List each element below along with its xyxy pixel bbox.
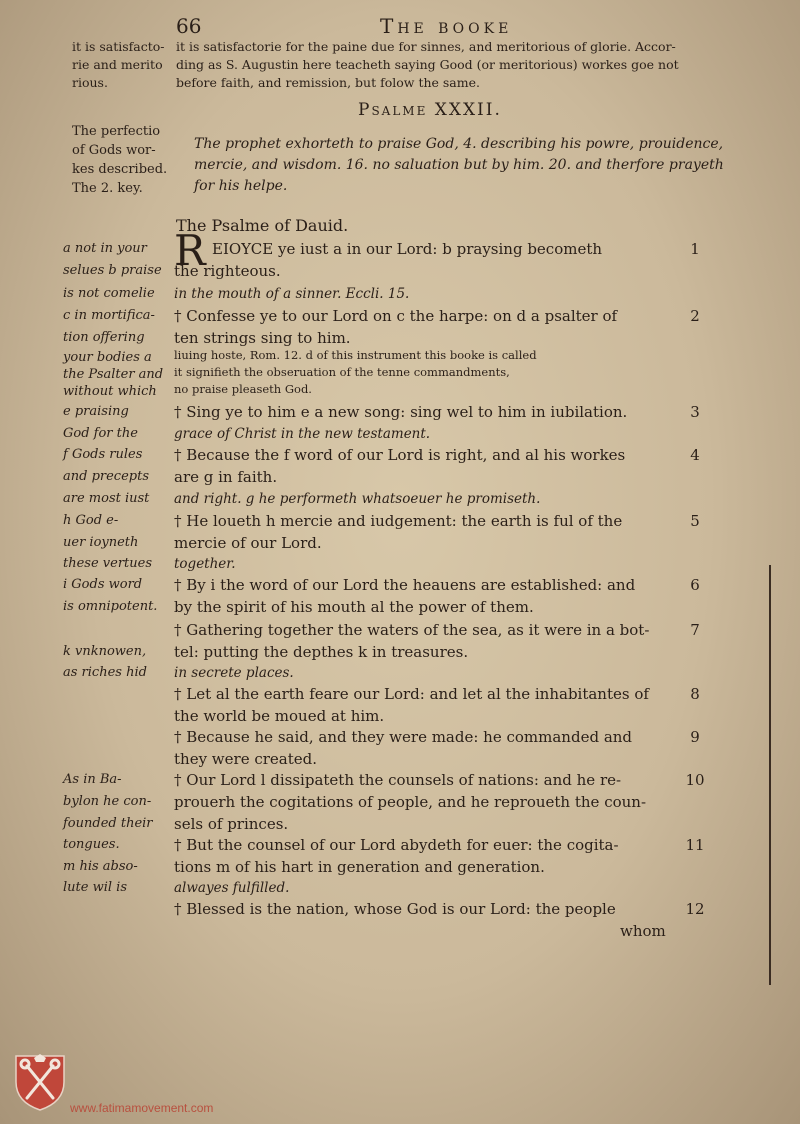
verse-line: by the spirit of his mouth al the power of them.	[174, 598, 534, 616]
website-link[interactable]: www.fatimamovement.com	[70, 1101, 214, 1115]
argument-line: mercie, and wisdom. 16. no saluation but by him. 20. and therfore prayeth	[194, 157, 724, 173]
margin-note: is not comelie	[63, 286, 155, 301]
margin-line: rie and merito	[72, 57, 163, 72]
margin-note: a not in your	[63, 241, 147, 256]
margin-note: h God e-	[63, 513, 119, 528]
verse-line: sels of princes.	[174, 815, 289, 833]
passage-line: it is satisfactorie for the paine due for sinnes, and meritorious of glorie. Accor-	[176, 39, 676, 54]
catchword: whom	[620, 922, 666, 940]
margin-note: e praising	[63, 404, 129, 419]
argument-summary	[194, 134, 734, 197]
verse-line: are g in faith.	[174, 468, 278, 486]
verse-line: prouerh the cogitations of people, and he reproueth the coun-	[174, 793, 647, 811]
annotation-note: liuing hoste, Rom. 12. d of this instrument this booke is called	[174, 348, 537, 362]
margin-line: The perfectio	[72, 124, 161, 139]
verse-number: 5	[690, 512, 700, 530]
verse-line: the world be moued at him.	[174, 707, 385, 725]
psalm-subtitle: The Psalme of Dauid.	[176, 216, 349, 235]
margin-note: As in Ba-	[63, 772, 122, 787]
drop-cap: R	[174, 226, 206, 275]
margin-line: it is satisfacto-	[72, 39, 165, 54]
margin-note: is omnipotent.	[63, 599, 158, 614]
argument-line: The prophet exhorteth to praise God, 4. describing his powre, prouidence,	[194, 136, 724, 152]
verse-number: 11	[685, 836, 705, 854]
margin-note: your bodies a	[63, 350, 152, 365]
margin-note: founded their	[63, 816, 153, 831]
verse-line: EIOYCE ye iust a in our Lord: b praysing becometh	[212, 240, 603, 258]
verse-line: tions m of his hart in generation and generation.	[174, 858, 545, 876]
annotation-line: and right. g he performeth whatsoeuer he promiseth.	[174, 491, 541, 507]
verse-line: † He loueth h mercie and iudgement: the earth is ful of the	[174, 512, 623, 530]
verse-line: † Because he said, and they were made: he commanded and	[174, 728, 633, 746]
passage-line: before faith, and remission, but folow the same.	[176, 75, 480, 90]
annotation-note: no praise pleaseth God.	[174, 382, 312, 396]
margin-rule	[769, 565, 771, 985]
verse-line: they were created.	[174, 750, 318, 768]
margin-note: bylon he con-	[63, 794, 152, 809]
margin-note: lute wil is	[63, 880, 127, 895]
page-number: 66	[176, 14, 202, 38]
annotation-line: grace of Christ in the new testament.	[174, 426, 431, 442]
verse-line: † Let al the earth feare our Lord: and let al the inhabitantes of	[174, 685, 649, 703]
annotation-note: it signifieth the obseruation of the tenne commandments,	[174, 365, 510, 379]
passage-line: ding as S. Augustin here teacheth saying Good (or meritorious) workes goe not	[176, 57, 679, 72]
running-title: The booke	[380, 14, 513, 38]
verse-number: 10	[685, 771, 705, 789]
psalm-title: Psalme XXXII.	[358, 100, 502, 120]
verse-line: mercie of our Lord.	[174, 534, 322, 552]
margin-note: tion offering	[63, 330, 145, 345]
verse-number: 8	[690, 685, 700, 703]
verse-number: 6	[690, 576, 700, 594]
margin-note: tongues.	[63, 837, 120, 852]
margin-line: kes described.	[72, 162, 168, 177]
margin-line: rious.	[72, 75, 108, 90]
margin-note: c in mortifica-	[63, 308, 155, 323]
argument-line: for his helpe.	[194, 178, 288, 194]
verse-number: 2	[690, 307, 700, 325]
margin-note: f Gods rules	[63, 447, 143, 462]
top-passage	[176, 38, 736, 92]
verse-number: 9	[690, 728, 700, 746]
top-margin-note	[72, 38, 172, 92]
verse-line: † Blessed is the nation, whose God is our Lord: the people	[174, 900, 616, 918]
margin-note: k vnknowen,	[63, 644, 147, 659]
margin-note: selues b praise	[63, 263, 162, 278]
keys-shield-logo-icon	[12, 1052, 68, 1112]
verse-line: † Sing ye to him e a new song: sing wel to him in iubilation.	[174, 403, 628, 421]
margin-note: as riches hid	[63, 665, 147, 680]
verse-line: † By i the word of our Lord the heauens are established: and	[174, 576, 636, 594]
margin-note: m his abso-	[63, 859, 138, 874]
verse-line: tel: putting the depthes k in treasures.	[174, 643, 469, 661]
margin-note: uer ioyneth	[63, 535, 139, 550]
margin-note: and precepts	[63, 469, 149, 484]
annotation-line: alwayes fulfilled.	[174, 880, 290, 896]
verse-line: † Our Lord l dissipateth the counsels of nations: and he re-	[174, 771, 622, 789]
annotation-line: together.	[174, 556, 236, 572]
margin-note: the Psalter and	[63, 367, 164, 382]
verse-line: † But the counsel of our Lord abydeth for euer: the cogita-	[174, 836, 619, 854]
margin-note: without which	[63, 384, 157, 399]
verse-number: 1	[690, 240, 700, 258]
annotation-line: in the mouth of a sinner. Eccli. 15.	[174, 286, 410, 302]
verse-number: 12	[685, 900, 705, 918]
argument-margin	[72, 122, 177, 198]
verse-line: † Gathering together the waters of the sea, as it were in a bot-	[174, 621, 650, 639]
margin-note: God for the	[63, 426, 138, 441]
verse-line: ten strings sing to him.	[174, 329, 351, 347]
verse-number: 3	[690, 403, 700, 421]
verse-line: the righteous.	[174, 262, 281, 280]
margin-note: i Gods word	[63, 577, 143, 592]
margin-note: these vertues	[63, 556, 153, 571]
verse-number: 4	[690, 446, 700, 464]
margin-line: The 2. key.	[72, 181, 143, 196]
verse-number: 7	[690, 621, 700, 639]
verse-line: † Confesse ye to our Lord on c the harpe: on d a psalter of	[174, 307, 618, 325]
margin-line: of Gods wor-	[72, 143, 156, 158]
annotation-line: in secrete places.	[174, 665, 294, 681]
verse-line: † Because the f word of our Lord is right, and al his workes	[174, 446, 626, 464]
margin-note: are most iust	[63, 491, 150, 506]
